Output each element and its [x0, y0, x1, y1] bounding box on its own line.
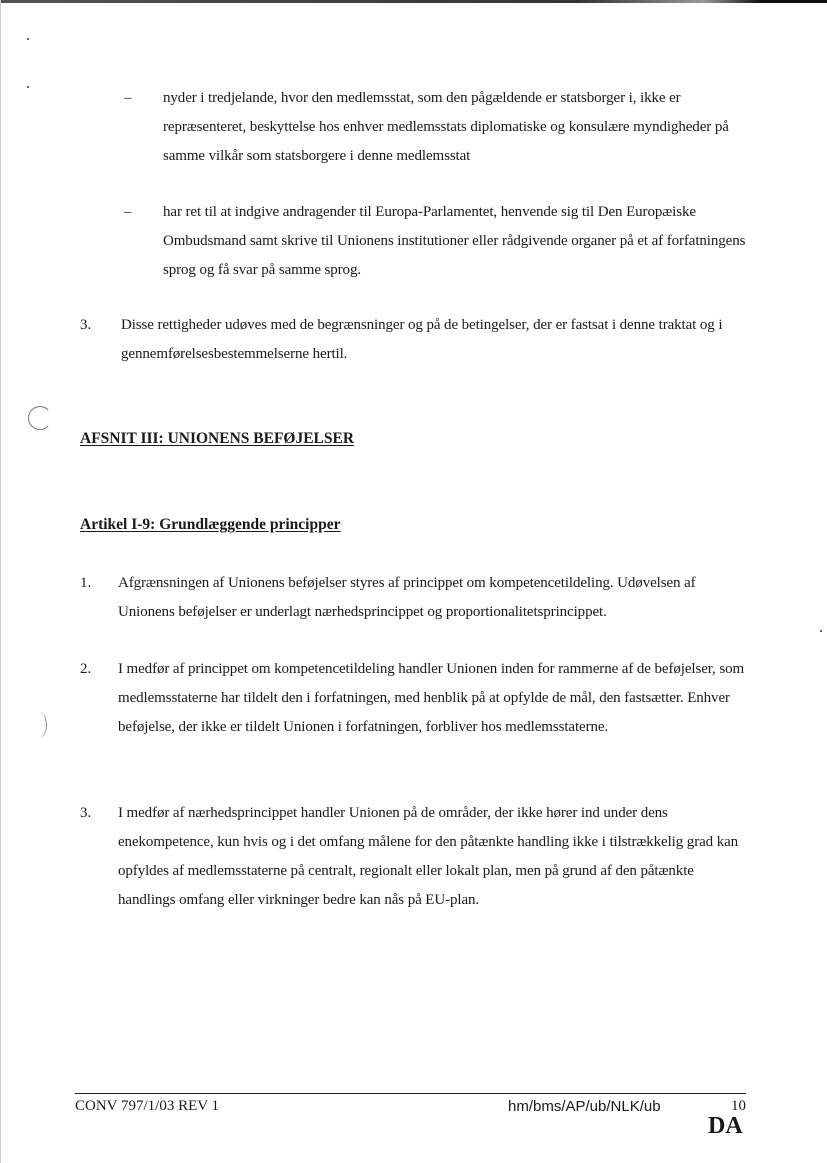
punch-hole-mark [28, 406, 52, 430]
article-item-text: Afgrænsningen af Unionens beføjelser styres af princippet om kompetencetildeling. Udøvelsen af Unionens beføjelser er underlagt nærhedsprincippet og proportionalitetsprincippet. [118, 575, 696, 620]
footer-document-reference: CONV 797/1/03 REV 1 [75, 1098, 220, 1114]
footer-language-code: DA [708, 1113, 743, 1139]
footer-page-number: 10 [731, 1098, 746, 1114]
article-heading: Artikel I-9: Grundlæggende principper [80, 516, 341, 533]
article-item-number: 3. [80, 805, 92, 821]
section-heading: AFSNIT III: UNIONENS BEFØJELSER [80, 430, 355, 447]
scan-top-edge [0, 0, 827, 3]
bullet-dash: – [124, 90, 132, 106]
scan-left-edge [0, 0, 1, 1163]
footer-rule [75, 1093, 746, 1094]
article-item-text: I medfør af princippet om kompetencetildeling handler Unionen inden for rammerne af de beføjelser, som medlemsstaterne har tildelt den i forfatningen, med henblik på at opfylde de mål, den fastsætter. Enhver beføjelse, der ikke er tildelt Unionen i forfatningen, forbliver hos medlemsstaterne. [118, 661, 745, 735]
punch-hole-mark [32, 712, 47, 738]
footer-initials: hm/bms/AP/ub/NLK/ub [508, 1098, 661, 1115]
item-number: 3. [80, 317, 92, 333]
item-text: Disse rettigheder udøves med de begrænsninger og på de betingelser, der er fastsat i denne traktat og i gennemførelsesbestemmelserne hertil. [121, 317, 723, 362]
article-item-number: 1. [80, 575, 92, 591]
bullet-text: nyder i tredjelande, hvor den medlemsstat, som den pågældende er statsborger i, ikke er repræsenteret, beskyttelse hos enhver medlemsstats diplomatiske og konsulære myndigheder på samme vilkår som statsborgere i denne medlemsstat [163, 90, 729, 164]
bullet-text: har ret til at indgive andragender til Europa-Parlamentet, henvende sig til Den Europæiske Ombudsmand samt skrive til Unionens institutioner eller rådgivende organer på et af forfatningens sprog og få svar på samme sprog. [163, 204, 746, 278]
scan-speck [27, 38, 29, 40]
article-item-number: 2. [80, 661, 92, 677]
scan-speck [820, 630, 822, 632]
bullet-dash: – [124, 204, 132, 220]
scan-speck [27, 86, 29, 88]
article-item-text: I medfør af nærhedsprincippet handler Unionen på de områder, der ikke hører ind under dens enekompetence, kun hvis og i det omfang målene for den påtænkte handling ikke i tilstrækkelig grad kan opfyldes af medlemsstaterne på centralt, regionalt eller lokalt plan, men på grund af den påtænkte handlings omfang eller virkninger bedre kan nås på EU-plan. [118, 805, 739, 908]
